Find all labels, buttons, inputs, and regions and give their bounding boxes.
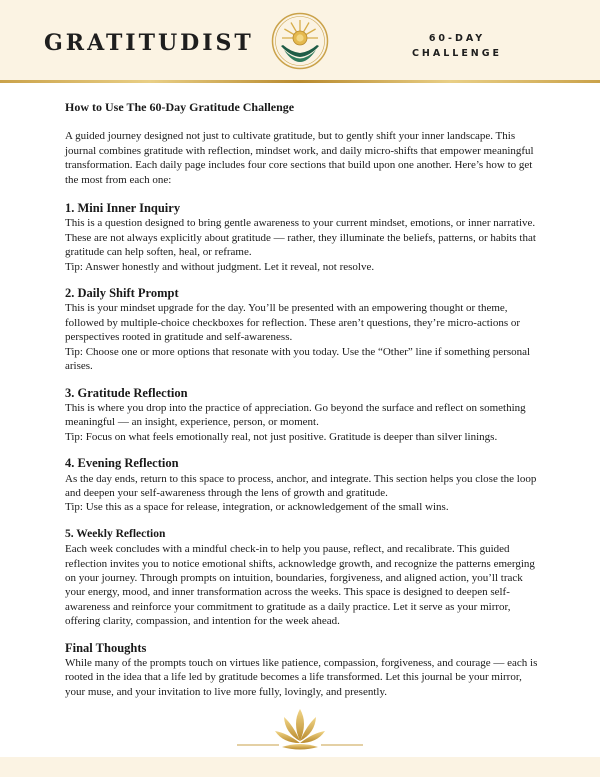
section-weekly-reflection [65,527,540,629]
section-body: This is where you drop into the practice of appreciation. Go beyond the surface and reflect on something meaningful — an insight, experience, person, or moment. [65,401,526,429]
footer-band [0,757,600,777]
document-body [65,100,540,711]
page-title: How to Use The 60-Day Gratitude Challenge [65,100,295,114]
section-body: This is your mindset upgrade for the day. You’ll be presented with an empowering thought or theme, followed by multiple-choice checkboxes for reflection. These aren’t questions, they’re micro-actions or perspectives rooted in gratitude and self-awareness. [65,302,521,344]
section-tip: Tip: Choose one or more options that resonate with you today. Use the “Other” line if something personal arises. [65,345,531,373]
section-body: As the day ends, return to this space to process, anchor, and integrate. This section helps you close the loop and deepen your self-awareness through the lens of growth and gratitude. [65,472,537,499]
sun-lotus-hands-icon [271,12,329,70]
challenge-line-1: 60-DAY [428,33,486,44]
section-final-thoughts [65,641,540,700]
brand-wordmark: GRATITUDIST [44,30,254,56]
intro-paragraph: A guided journey designed not just to cultivate gratitude, but to gently shift your inner landscape. This journal combines gratitude with reflection, mindset work, and daily micro-shifts that empower meaningful transformation. Each daily page includes four core sections that build upon one another. Here’s how to get the most from each one: [65,130,534,186]
section-tip: Tip: Use this as a space for release, integration, or acknowledgement of the small wins. [65,501,449,514]
section-evening-reflection [65,456,540,515]
section-tip: Tip: Answer honestly and without judgment. Let it reveal, not resolve. [65,260,375,273]
section-body: This is a question designed to bring gentle awareness to your current mindset, emotions, or inner narrative. These are not always explicitly about gratitude — rather, they illuminate the beliefs, patterns, or habits that gratitude can help soften, heal, or reframe. [65,217,536,259]
section-heading: 4. Evening Reflection [65,456,179,471]
header-gold-rule [0,80,600,83]
challenge-line-2: CHALLENGE [411,48,503,59]
challenge-label [392,31,522,61]
golden-lotus-icon [235,703,365,755]
section-heading: 5. Weekly Reflection [65,527,166,540]
section-body: Each week concludes with a mindful check-in to help you pause, reflect, and recalibrate. This guided reflection invites you to notice emotional shifts, acknowledge growth, and recognize the patterns emerging on your journey. Through prompts on intuition, boundaries, forgiveness, and aligned action, you’ll track your energy, mood, and inner transformation across the weeks. This space is designed to deepen self-awareness and reinforce your commitment to gratitude as a daily practice. Let it serve as your mirror, offering clarity, compassion, and intention for the week ahead. [65,543,535,628]
section-gratitude-reflection [65,386,540,445]
section-heading: 1. Mini Inner Inquiry [65,201,181,216]
section-mini-inner-inquiry [65,201,540,274]
section-heading: 3. Gratitude Reflection [65,385,188,400]
section-heading: Final Thoughts [65,640,147,655]
section-daily-shift-prompt [65,286,540,373]
section-heading: 2. Daily Shift Prompt [65,286,179,301]
section-body: While many of the prompts touch on virtues like patience, compassion, forgiveness, and courage — each is rooted in the idea that a life led by gratitude becomes a life transformed. Let this journal be your mirror, your muse, and your invitation to live more fully, lovingly, and presently. [65,657,538,698]
section-tip: Tip: Focus on what feels emotionally real, not just positive. Gratitude is deeper than silver linings. [65,430,498,443]
